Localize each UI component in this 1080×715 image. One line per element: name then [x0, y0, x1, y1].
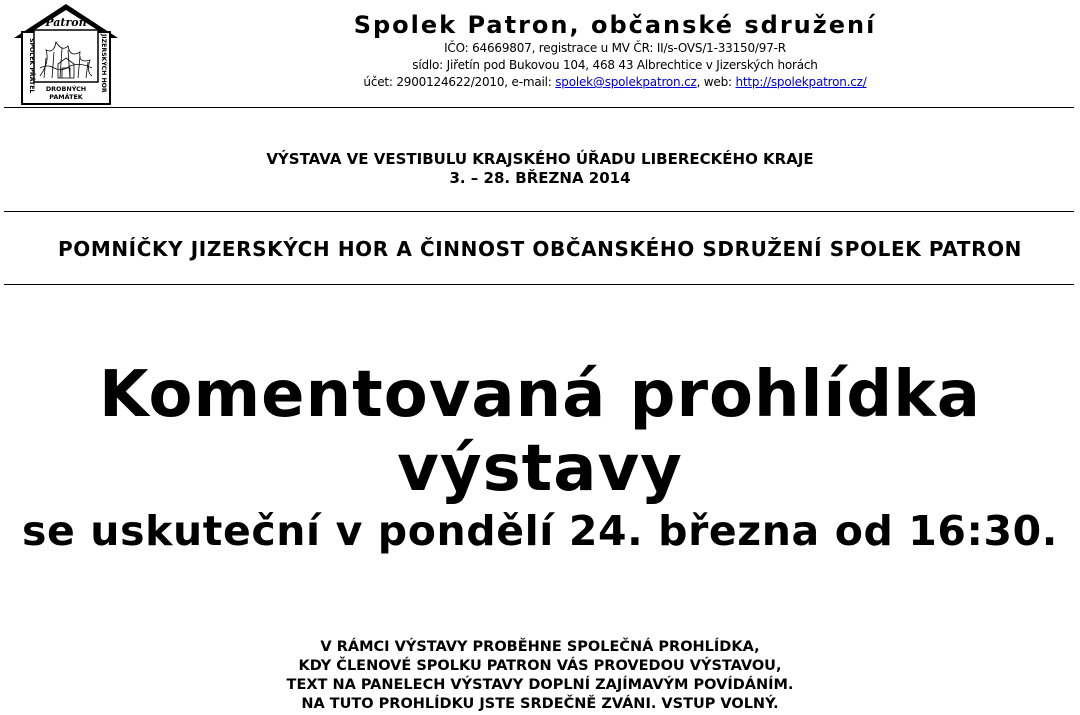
event-divider-bottom	[4, 284, 1074, 285]
web-link[interactable]: http://spolekpatron.cz/	[735, 75, 867, 89]
event-info	[0, 150, 1080, 188]
web-label: , web:	[696, 75, 736, 89]
notice-line1: V RÁMCI VÝSTAVY PROBĚHNE SPOLEČNÁ PROHLÍDKA,	[320, 639, 760, 655]
headline-line2: výstavy	[397, 432, 683, 506]
account-text: účet: 2900124622/2010, e-mail:	[363, 75, 556, 89]
headline-date: se uskuteční v pondělí 24. března od 16:30.	[22, 507, 1058, 555]
logo-emblem	[10, 2, 122, 106]
address-line: sídlo: Jiřetín pod Bukovou 104, 468 43 Albrechtice v Jizerských horách	[412, 58, 818, 72]
notice-text	[0, 638, 1080, 714]
logo-name: Patron	[45, 16, 87, 29]
patron-logo	[10, 2, 122, 106]
event-dates: 3. – 28. BŘEZNA 2014	[449, 169, 631, 187]
headline	[0, 358, 1080, 556]
registration-line: IČO: 64669807, registrace u MV ČR: II/s-OVS/1-33150/97-R	[444, 41, 786, 55]
event-divider-top	[4, 211, 1074, 212]
logo-bottom-line1: DROBNÝCH	[45, 85, 87, 93]
letterhead	[290, 10, 940, 91]
notice-line2: KDY ČLENOVÉ SPOLKU PATRON VÁS PROVEDOU VÝSTAVOU,	[298, 658, 782, 674]
exhibition-subject: POMNÍČKY JIZERSKÝCH HOR A ČINNOST OBČANSKÉHO SDRUŽENÍ SPOLEK PATRON	[57, 237, 1023, 261]
contact-line	[290, 74, 940, 91]
header-divider	[4, 107, 1074, 108]
email-link[interactable]: spolek@spolekpatron.cz	[555, 75, 697, 89]
notice-line3: TEXT NA PANELECH VÝSTAVY DOPLNÍ ZAJÍMAVÝM POVÍDÁNÍM.	[286, 677, 794, 693]
logo-bottom-line2: PAMÁTEK	[49, 93, 83, 101]
headline-line1: Komentovaná prohlídka	[99, 358, 981, 432]
event-title: VÝSTAVA VE VESTIBULU KRAJSKÉHO ÚŘADU LIBERECKÉHO KRAJE	[266, 150, 814, 168]
notice-line4: NA TUTO PROHLÍDKU JSTE SRDEČNĚ ZVÁNI. VSTUP VOLNÝ.	[301, 696, 779, 712]
organization-name: Spolek Patron, občanské sdružení	[353, 11, 877, 39]
logo-left-text: SPOLEK PŘÁTEL	[28, 38, 35, 94]
logo-right-text: JIZERSKÝCH HOR	[100, 34, 107, 93]
